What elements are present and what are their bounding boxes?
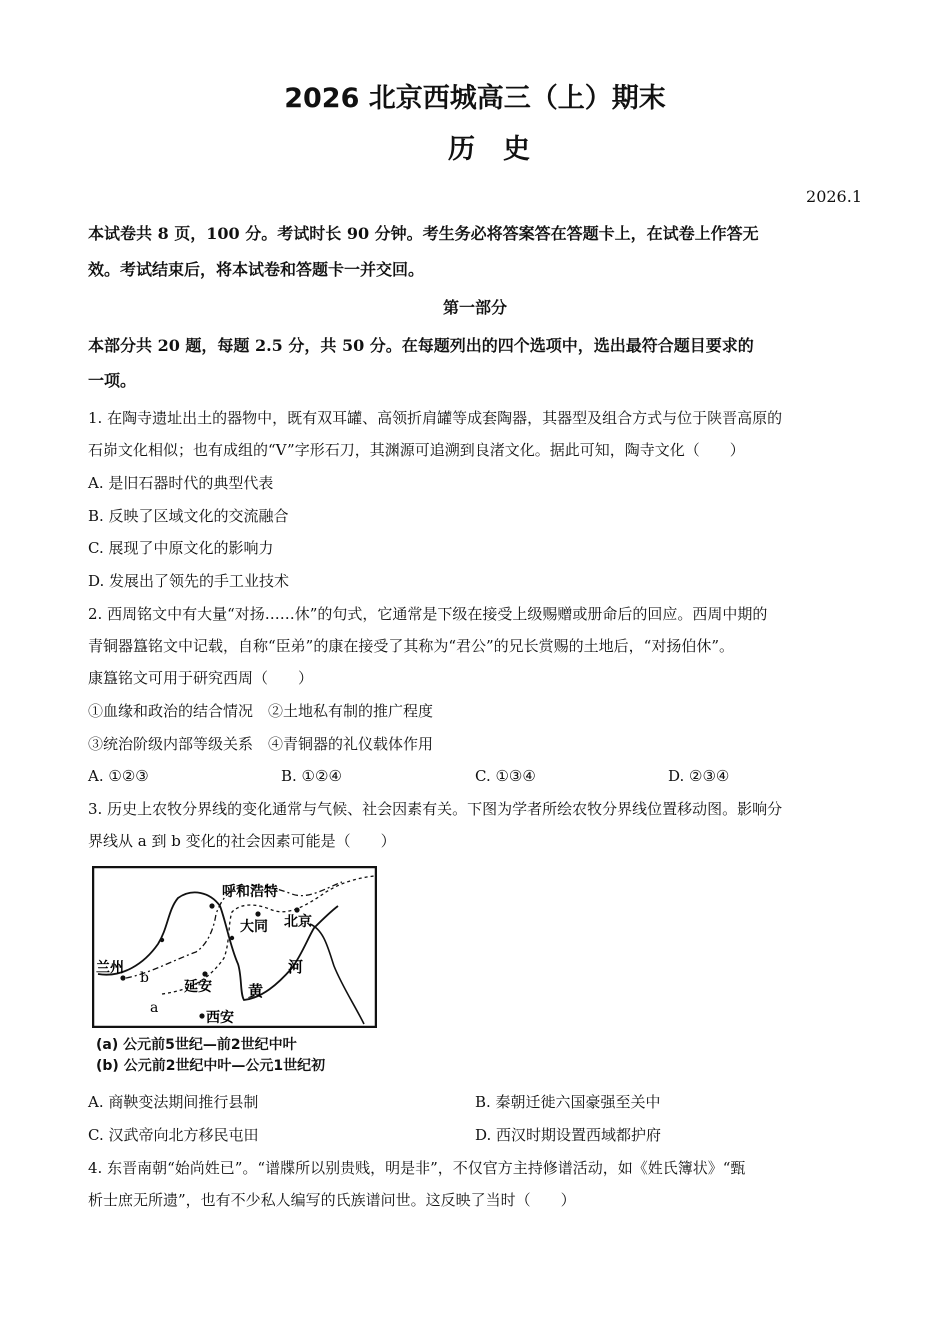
exam-date: 2026.1 — [806, 187, 862, 206]
map-legend-b: (b) 公元前2世纪中叶—公元1世纪初 — [96, 1058, 326, 1074]
label-river-he: 河 — [288, 958, 304, 976]
q1-option-a: A. 是旧石器时代的典型代表 — [88, 474, 274, 492]
q1-option-c: C. 展现了中原文化的影响力 — [88, 539, 274, 557]
q2-line-1: 2. 西周铭文中有大量“对扬……休”的句式，它通常是下级在接受上级赐赠或册命后的回应。西周中期的 — [88, 605, 768, 623]
label-beijing: 北京 — [284, 914, 312, 930]
label-river-huang: 黄 — [248, 982, 264, 1000]
q3-line-1: 3. 历史上农牧分界线的变化通常与气候、社会因素有关。下图为学者所绘农牧分界线位置移动图。影响分 — [88, 800, 783, 818]
q2-option-c: C. ①③④ — [475, 767, 536, 785]
label-lanzhou: 兰州 — [96, 960, 124, 976]
map-legend-a: (a) 公元前5世纪—前2世纪中叶 — [96, 1037, 297, 1053]
exam-title: 2026 北京西城高三（上）期末 — [284, 83, 666, 114]
beijing-dot — [294, 907, 299, 912]
river-dot-2 — [230, 936, 234, 940]
part1-title: 第一部分 — [442, 298, 507, 317]
q4-line-1: 4. 东晋南朝“始尚姓已”。“谱牒所以别贵贱，明是非”，不仅官方主持修谱活动，如《姓氏簿状》“甄 — [88, 1159, 746, 1177]
river-dot-1 — [160, 938, 164, 942]
q3-option-a: A. 商鞅变法期间推行县制 — [88, 1093, 259, 1111]
xian-dot — [199, 1013, 204, 1018]
q1-option-d: D. 发展出了领先的手工业技术 — [88, 572, 290, 590]
q4-line-2: 析士庶无所遗”，也有不少私人编写的氏族谱问世。这反映了当时（ ） — [88, 1191, 576, 1209]
part1-desc-1: 本部分共 20 题，每题 2.5 分，共 50 分。在每题列出的四个选项中，选出最符合题目要求的 — [88, 336, 754, 355]
q2-option-a: A. ①②③ — [88, 767, 149, 785]
label-datong: 大同 — [240, 919, 268, 935]
label-xian: 西安 — [206, 1010, 234, 1026]
label-yanan: 延安 — [184, 979, 212, 995]
label-hohhot: 呼和浩特 — [222, 884, 278, 900]
datong-dot — [255, 911, 260, 916]
label-line-b: b — [140, 970, 149, 986]
q2-items-2: ③统治阶级内部等级关系 ④青铜器的礼仪载体作用 — [88, 735, 434, 753]
q2-option-d: D. ②③④ — [668, 767, 730, 785]
boundary-map-svg — [92, 866, 377, 1028]
label-line-a: a — [150, 1000, 159, 1016]
boundary-map — [92, 866, 377, 1028]
q2-line-3: 康簋铭文可用于研究西周（ ） — [88, 669, 314, 687]
q1-line-1: 1. 在陶寺遗址出土的器物中，既有双耳罐、高领折肩罐等成套陶器，其器型及组合方式与位于陕晋高原的 — [88, 409, 783, 427]
q1-option-b: B. 反映了区域文化的交流融合 — [88, 507, 289, 525]
lanzhou-dot — [120, 975, 125, 980]
q3-option-d: D. 西汉时期设置西域都护府 — [475, 1126, 662, 1144]
q2-option-b: B. ①②④ — [281, 767, 342, 785]
q2-items-1: ①血缘和政治的结合情况 ②土地私有制的推广程度 — [88, 702, 434, 720]
part1-desc-2: 一项。 — [88, 371, 137, 390]
q1-line-2: 石峁文化相似；也有成组的“V”字形石刀，其渊源可追溯到良渚文化。据此可知，陶寺文化（ ） — [88, 441, 745, 459]
q3-line-2: 界线从 a 到 b 变化的社会因素可能是（ ） — [88, 832, 396, 850]
q3-option-c: C. 汉武帝向北方移民屯田 — [88, 1126, 259, 1144]
q2-line-2: 青铜器簋铭文中记载，自称“臣弟”的康在接受了其称为“君公”的兄长赏赐的土地后，“对扬伯休”。 — [88, 637, 735, 655]
subject-title: 历史 — [448, 134, 558, 165]
q3-option-b: B. 秦朝迁徙六国豪强至关中 — [475, 1093, 661, 1111]
hohhot-dot — [209, 903, 214, 908]
instructions-line-2: 效。考试结束后，将本试卷和答题卡一并交回。 — [88, 260, 425, 279]
yanan-dot — [202, 971, 207, 976]
instructions-line-1: 本试卷共 8 页，100 分。考试时长 90 分钟。考生务必将答案答在答题卡上，在试卷上作答无 — [88, 224, 759, 243]
